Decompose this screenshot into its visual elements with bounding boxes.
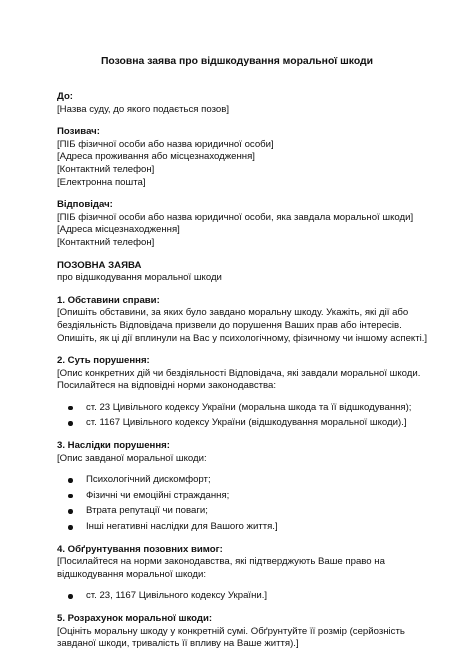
document-title: Позовна заява про відшкодування моральної шкоди <box>100 56 374 67</box>
section-circumstances <box>57 295 429 345</box>
plaintiff-block <box>57 126 429 189</box>
bullet-item: Втрата репутації чи поваги; <box>57 505 429 518</box>
section-heading: 1. Обставини справи: <box>57 294 160 306</box>
bullet-item: Фізичні чи емоційні страждання; <box>57 490 429 503</box>
to-label: До: <box>57 91 74 102</box>
bullet-list <box>57 402 429 430</box>
defendant-block <box>57 199 429 249</box>
bullet-list <box>57 590 429 603</box>
section-text: [Опис завданої моральної шкоди: <box>57 452 207 464</box>
plaintiff-email-line: [Електронна пошта] <box>57 176 146 188</box>
section-text: [Оцініть моральну шкоду у конкретній сумі. Обґрунтуйте її розмір (серйозність завданої шкоди, тривалість її впливу на Ваше життя).] <box>57 625 405 650</box>
defendant-address-line: [Адреса місцезнаходження] <box>57 224 180 236</box>
claim-subheading: про відшкодування моральної шкоди <box>57 272 222 284</box>
section-text: [Опишіть обставини, за яких було завдано моральну шкоду. Укажіть, які дії або бездіяльність Відповідача призвели до порушення Ваших прав або інтересів. Опишіть, як ці дії вплинули на Вас у психологічному, фізичному чи іншому аспекті.] <box>57 307 428 344</box>
document-body <box>57 91 429 661</box>
section-violation <box>57 355 429 430</box>
section-text: [Опис конкретних дій чи бездіяльності Відповідача, які завдали моральної шкоди. Посилайтеся на відповідні норми законодавства: <box>57 367 421 392</box>
bullet-item: ст. 1167 Цивільного кодексу України (відшкодування моральної шкоди).] <box>57 417 429 430</box>
claim-header-block <box>57 260 429 285</box>
section-text: [Посилайтеся на норми законодавства, які підтверджують Ваше право на відшкодування моральної шкоди: <box>57 556 385 580</box>
plaintiff-name-line: [ПІБ фізичної особи або назва юридичної особи] <box>57 138 274 150</box>
bullet-list <box>57 474 429 533</box>
claim-heading: ПОЗОВНА ЗАЯВА <box>57 259 142 271</box>
defendant-phone-line: [Контактний телефон] <box>57 236 155 248</box>
section-heading: 2. Суть порушення: <box>57 355 150 367</box>
bullet-item: Психологічний дискомфорт; <box>57 474 429 487</box>
defendant-name-line: [ПІБ фізичної особи або назва юридичної особи, яка завдала моральної шкоди] <box>57 211 414 223</box>
bullet-item: ст. 23 Цивільного кодексу України (моральна шкода та її відшкодування); <box>57 402 429 415</box>
section-calculation <box>57 613 429 651</box>
section-heading: 3. Наслідки порушення: <box>57 440 170 452</box>
section-consequences <box>57 440 429 534</box>
bullet-item: ст. 23, 1167 Цивільного кодексу України.] <box>57 590 429 603</box>
bullet-item: Інші негативні наслідки для Вашого життя.] <box>57 521 429 534</box>
section-heading: 4. Обґрунтування позовних вимог: <box>57 543 223 555</box>
section-heading: 5. Розрахунок моральної шкоди: <box>57 613 213 624</box>
defendant-label: Відповідач: <box>57 199 113 211</box>
to-block <box>57 91 429 116</box>
to-court-line: [Назва суду, до якого подається позов] <box>57 103 229 115</box>
plaintiff-address-line: [Адреса проживання або місцезнаходження] <box>57 151 255 163</box>
plaintiff-label: Позивач: <box>57 126 100 138</box>
section-justification <box>57 544 429 603</box>
plaintiff-phone-line: [Контактний телефон] <box>57 163 155 175</box>
